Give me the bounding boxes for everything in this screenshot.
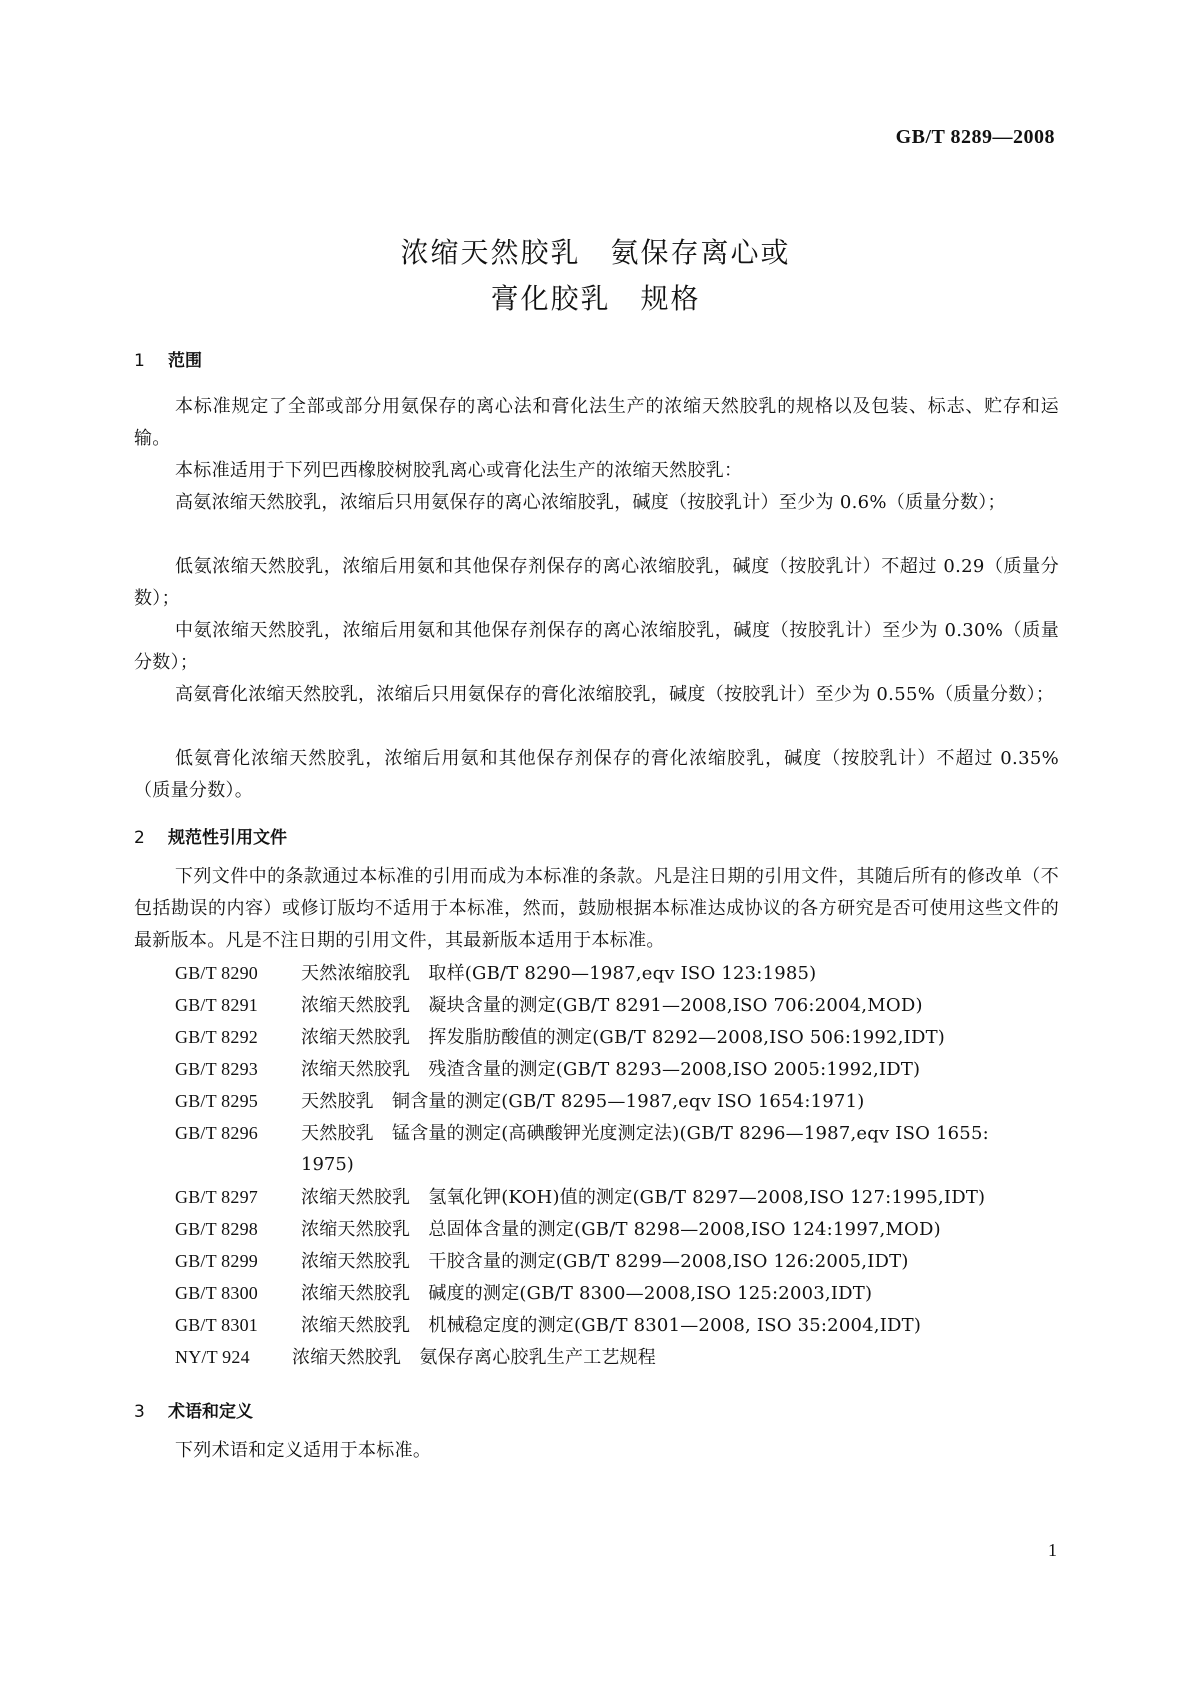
- reference-code: GB/T 8298: [175, 1219, 258, 1239]
- reference-item: [175, 1021, 1065, 1054]
- document-title-line-2: 膏化胶乳 规格: [490, 282, 701, 315]
- reference-code: GB/T 8295: [175, 1091, 258, 1111]
- reference-code: NY/T 924: [175, 1347, 250, 1367]
- reference-description: 浓缩天然胶乳 凝块含量的测定(GB/T 8291—2008,ISO 706:2004,MOD): [301, 995, 923, 1016]
- reference-description: 浓缩天然胶乳 氨保存离心胶乳生产工艺规程: [292, 1347, 656, 1368]
- reference-description: 浓缩天然胶乳 机械稳定度的测定(GB/T 8301—2008, ISO 35:2004,IDT): [301, 1315, 922, 1336]
- reference-item: [175, 1309, 1065, 1342]
- section-number: 2: [134, 828, 145, 848]
- reference-item: [175, 1117, 1065, 1150]
- reference-item: [175, 1245, 1065, 1278]
- scope-paragraph: 本标准适用于下列巴西橡胶树胶乳离心或膏化法生产的浓缩天然胶乳：: [175, 460, 743, 481]
- reference-item: [175, 957, 1065, 990]
- reference-item: [175, 1085, 1065, 1118]
- reference-item: [175, 1053, 1065, 1086]
- reference-description: 天然胶乳 锰含量的测定(高碘酸钾光度测定法)(GB/T 8296—1987,eqv ISO 1655:: [301, 1123, 989, 1144]
- standard-code: GB/T 8289—2008: [895, 126, 1055, 148]
- reference-code: GB/T 8291: [175, 995, 258, 1015]
- page-number: 1: [1048, 1540, 1057, 1560]
- reference-description: 浓缩天然胶乳 挥发脂肪酸值的测定(GB/T 8292—2008,ISO 506:1992,IDT): [301, 1027, 945, 1048]
- reference-item: [175, 989, 1065, 1022]
- reference-code: GB/T 8299: [175, 1251, 258, 1271]
- normative-refs-intro: 下列文件中的条款通过本标准的引用而成为本标准的条款。凡是注日期的引用文件，其随后所有的修改单（不包括勘误的内容）或修订版均不适用于本标准，然而，鼓励根据本标准达成协议的各方研究是否可使用这些文件的最新版本。凡是不注日期的引用文件，其最新版本适用于本标准。: [134, 866, 1059, 951]
- reference-code: GB/T 8300: [175, 1283, 258, 1303]
- reference-description: 浓缩天然胶乳 干胶含量的测定(GB/T 8299—2008,ISO 126:2005,IDT): [301, 1251, 909, 1272]
- reference-continuation: 1975): [301, 1154, 354, 1175]
- reference-description: 浓缩天然胶乳 碱度的测定(GB/T 8300—2008,ISO 125:2003,IDT): [301, 1283, 873, 1304]
- reference-code: GB/T 8296: [175, 1123, 258, 1143]
- reference-description: 浓缩天然胶乳 氢氧化钾(KOH)值的测定(GB/T 8297—2008,ISO 127:1995,IDT): [301, 1187, 986, 1208]
- section-1-heading: [134, 346, 202, 371]
- scope-paragraph: 高氨膏化浓缩天然胶乳，浓缩后只用氨保存的膏化浓缩胶乳，碱度（按胶乳计）至少为 0.55%（质量分数）；: [175, 684, 1055, 705]
- section-2-heading: [134, 823, 287, 848]
- reference-description: 天然胶乳 铜含量的测定(GB/T 8295—1987,eqv ISO 1654:1971): [301, 1091, 865, 1112]
- reference-description: 天然浓缩胶乳 取样(GB/T 8290—1987,eqv ISO 123:1985): [301, 963, 817, 984]
- section-number: 3: [134, 1402, 145, 1422]
- section-title: 范围: [168, 351, 202, 371]
- section-3-heading: [134, 1397, 253, 1422]
- section-number: 1: [134, 351, 145, 371]
- reference-item: [175, 1277, 1065, 1310]
- document-title-line-1: 浓缩天然胶乳 氨保存离心或: [400, 236, 791, 269]
- section-title: 规范性引用文件: [168, 828, 287, 848]
- reference-code: GB/T 8290: [175, 963, 258, 983]
- section-title: 术语和定义: [168, 1402, 253, 1422]
- reference-item: [175, 1213, 1065, 1246]
- scope-paragraph: 本标准规定了全部或部分用氨保存的离心法和膏化法生产的浓缩天然胶乳的规格以及包装、标志、贮存和运输。: [134, 396, 1059, 449]
- reference-code: GB/T 8297: [175, 1187, 258, 1207]
- scope-paragraph: 高氨浓缩天然胶乳，浓缩后只用氨保存的离心浓缩胶乳，碱度（按胶乳计）至少为 0.6%（质量分数）；: [175, 492, 1006, 513]
- reference-description: 浓缩天然胶乳 总固体含量的测定(GB/T 8298—2008,ISO 124:1997,MOD): [301, 1219, 941, 1240]
- scope-paragraph: 中氨浓缩天然胶乳，浓缩后用氨和其他保存剂保存的离心浓缩胶乳，碱度（按胶乳计）至少为 0.30%（质量分数）；: [134, 620, 1059, 673]
- scope-paragraph: 低氨浓缩天然胶乳，浓缩后用氨和其他保存剂保存的离心浓缩胶乳，碱度（按胶乳计）不超过 0.29（质量分数）；: [134, 556, 1059, 609]
- reference-description: 浓缩天然胶乳 残渣含量的测定(GB/T 8293—2008,ISO 2005:1992,IDT): [301, 1059, 921, 1080]
- scope-paragraph: 低氨膏化浓缩天然胶乳，浓缩后用氨和其他保存剂保存的膏化浓缩胶乳，碱度（按胶乳计）不超过 0.35%（质量分数）。: [134, 748, 1059, 801]
- reference-code: GB/T 8301: [175, 1315, 258, 1335]
- terms-intro: 下列术语和定义适用于本标准。: [175, 1440, 432, 1461]
- reference-item: [175, 1181, 1065, 1214]
- reference-code: GB/T 8292: [175, 1027, 258, 1047]
- reference-item: [175, 1341, 1065, 1374]
- reference-code: GB/T 8293: [175, 1059, 258, 1079]
